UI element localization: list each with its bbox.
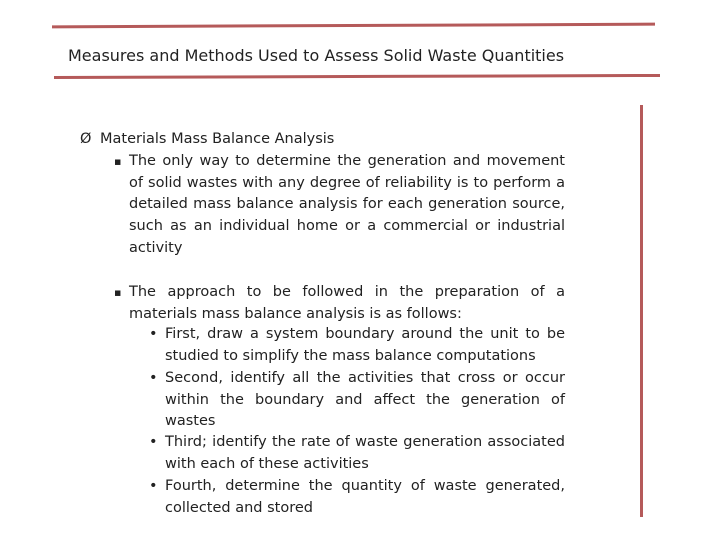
bottom-rule (54, 74, 660, 79)
step-text: Third; identify the rate of waste generation associated with each of these activities (165, 434, 565, 472)
section-heading: Materials Mass Balance Analysis (100, 131, 335, 147)
point-paragraph (114, 282, 565, 325)
heading-row (80, 131, 334, 147)
step-item (149, 476, 565, 519)
dot-bullet-icon: • (149, 478, 158, 494)
step-item (149, 432, 565, 475)
step-item (149, 324, 565, 367)
step-text: First, draw a system boundary around the unit to be studied to simplify the mass balance computations (165, 326, 565, 364)
square-bullet-icon: ▪ (114, 286, 122, 299)
point-text: The only way to determine the generation and movement of solid wastes with any degree of reliability is to perform a detailed mass balance analysis for each generation source, such as an individual home or a commercial or industrial activity (129, 153, 565, 256)
dot-bullet-icon: • (149, 326, 158, 342)
step-text: Fourth, determine the quantity of waste generated, collected and stored (165, 478, 565, 516)
point-paragraph (114, 151, 565, 260)
square-bullet-icon: ▪ (114, 155, 122, 168)
step-text: Second, identify all the activities that cross or occur within the boundary and affect the generation of wastes (165, 370, 565, 430)
step-item (149, 368, 565, 433)
dot-bullet-icon: • (149, 434, 158, 450)
dot-bullet-icon: • (149, 370, 158, 386)
right-rule (640, 105, 643, 517)
top-rule (52, 23, 655, 29)
arrow-bullet-icon: Ø (80, 131, 92, 147)
slide-title: Measures and Methods Used to Assess Solid Waste Quantities (68, 46, 565, 65)
point-text: The approach to be followed in the preparation of a materials mass balance analysis is as follows: (129, 284, 565, 322)
